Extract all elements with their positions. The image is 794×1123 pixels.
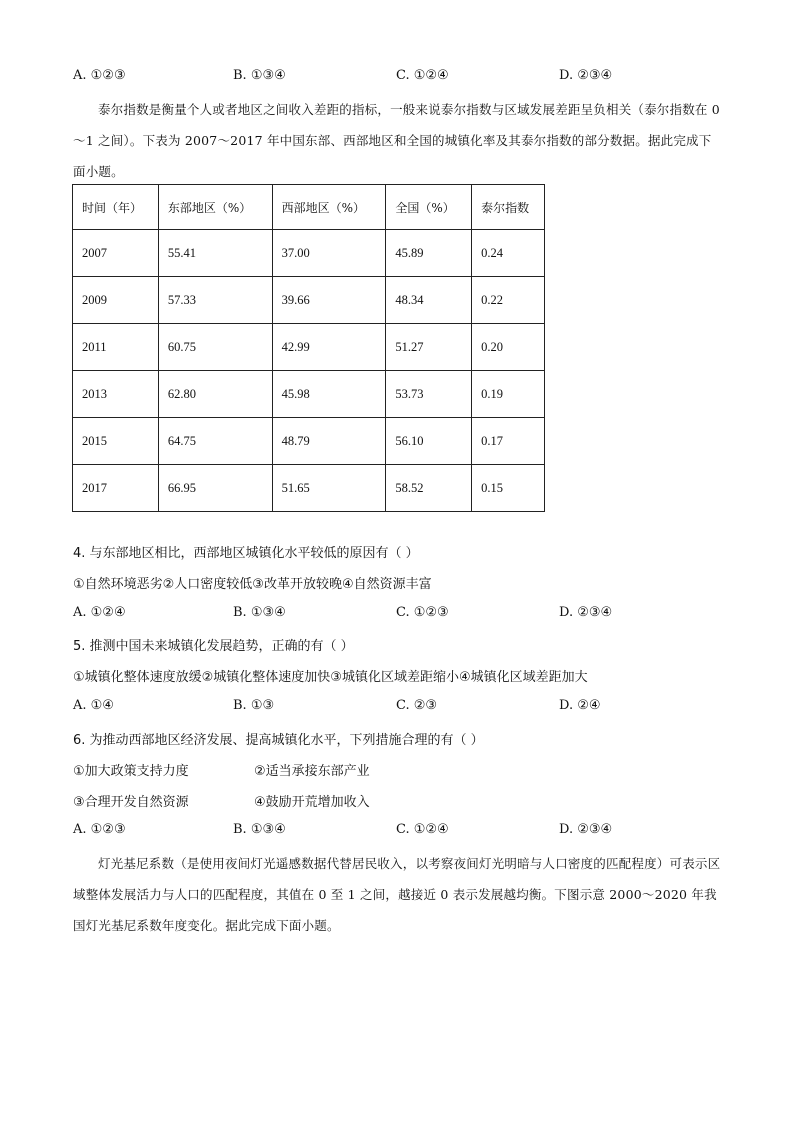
- cell-year: 2015: [73, 418, 159, 465]
- cell-year: 2011: [73, 324, 159, 371]
- cell-east: 64.75: [158, 418, 272, 465]
- option-b: B. ①③④: [233, 68, 286, 83]
- question-4-items: ①自然环境恶劣②人口密度较低③改革开放较晚④自然资源丰富: [73, 577, 432, 592]
- cell-theil: 0.22: [472, 277, 545, 324]
- table-row: [73, 277, 545, 324]
- option-a[interactable]: A. ①②③: [73, 822, 126, 837]
- option-d[interactable]: D. ②③④: [559, 822, 613, 837]
- cell-national: 58.52: [386, 465, 472, 512]
- question-4-stem: 4. 与东部地区相比，西部地区城镇化水平较低的原因有（ ）: [73, 546, 419, 561]
- option-c[interactable]: C. ①②④: [396, 822, 449, 837]
- table-row: [73, 418, 545, 465]
- intro-paragraph-theil: [73, 94, 721, 187]
- cell-theil: 0.24: [472, 230, 545, 277]
- option-a[interactable]: A. ①④: [73, 698, 114, 713]
- table-row: [73, 230, 545, 277]
- cell-east: 55.41: [158, 230, 272, 277]
- cell-west: 37.00: [272, 230, 386, 277]
- header-national: 全国（%）: [386, 185, 472, 230]
- question-6-options: [73, 822, 673, 840]
- options-row-prev: [73, 68, 673, 86]
- cell-east: 57.33: [158, 277, 272, 324]
- cell-year: 2007: [73, 230, 159, 277]
- table-header-row: [73, 185, 545, 230]
- question-6-stem: 6. 为推动西部地区经济发展、提高城镇化水平，下列措施合理的有（ ）: [73, 733, 484, 748]
- cell-theil: 0.19: [472, 371, 545, 418]
- cell-east: 62.80: [158, 371, 272, 418]
- option-b[interactable]: B. ①③④: [233, 822, 286, 837]
- intro-text: 泰尔指数是衡量个人或者地区之间收入差距的指标，一般来说泰尔指数与区域发展差距呈负相关（泰尔指数在 0～1 之间）。下表为 2007～2017 年中国东部、西部地区和全国的城镇化率及其泰尔指数的部分数据。据此完成下面小题。: [73, 102, 720, 179]
- header-east: 东部地区（%）: [158, 185, 272, 230]
- question-6-item-3: ③合理开发自然资源: [73, 795, 189, 810]
- cell-west: 39.66: [272, 277, 386, 324]
- option-d[interactable]: D. ②④: [559, 698, 601, 713]
- cell-east: 60.75: [158, 324, 272, 371]
- cell-west: 42.99: [272, 324, 386, 371]
- intro-text: 灯光基尼系数（是使用夜间灯光遥感数据代替居民收入，以考察夜间灯光明暗与人口密度的匹配程度）可表示区域整体发展活力与人口的匹配程度，其值在 0 至 1 之间，越接近 0 表示发展越均衡。下图示意 2000～2020 年我国灯光基尼系数年度变化。据此完成下面小题。: [73, 856, 721, 933]
- cell-national: 45.89: [386, 230, 472, 277]
- option-a: A. ①②③: [73, 68, 126, 83]
- urbanization-table: [72, 184, 545, 512]
- question-5-stem: 5. 推测中国未来城镇化发展趋势，正确的有（ ）: [73, 639, 354, 654]
- question-5-items: ①城镇化整体速度放缓②城镇化整体速度加快③城镇化区域差距缩小④城镇化区域差距加大: [73, 670, 588, 685]
- cell-year: 2009: [73, 277, 159, 324]
- option-d[interactable]: D. ②③④: [559, 605, 613, 620]
- option-b[interactable]: B. ①③: [233, 698, 275, 713]
- option-b[interactable]: B. ①③④: [233, 605, 286, 620]
- header-theil: 泰尔指数: [472, 185, 545, 230]
- cell-west: 45.98: [272, 371, 386, 418]
- option-d: D. ②③④: [559, 68, 613, 83]
- cell-theil: 0.20: [472, 324, 545, 371]
- cell-year: 2013: [73, 371, 159, 418]
- cell-theil: 0.15: [472, 465, 545, 512]
- cell-west: 48.79: [272, 418, 386, 465]
- header-west: 西部地区（%）: [272, 185, 386, 230]
- option-a[interactable]: A. ①②④: [73, 605, 126, 620]
- option-c[interactable]: C. ①②③: [396, 605, 449, 620]
- cell-national: 51.27: [386, 324, 472, 371]
- question-6-item-2: ②适当承接东部产业: [254, 764, 370, 779]
- question-6-item-4: ④鼓励开荒增加收入: [254, 795, 370, 810]
- cell-theil: 0.17: [472, 418, 545, 465]
- table-row: [73, 465, 545, 512]
- cell-national: 56.10: [386, 418, 472, 465]
- cell-national: 48.34: [386, 277, 472, 324]
- header-year: 时间（年）: [73, 185, 159, 230]
- question-6-item-1: ①加大政策支持力度: [73, 764, 189, 779]
- cell-west: 51.65: [272, 465, 386, 512]
- option-c[interactable]: C. ②③: [396, 698, 438, 713]
- cell-national: 53.73: [386, 371, 472, 418]
- option-c: C. ①②④: [396, 68, 449, 83]
- intro-paragraph-gini: [73, 848, 721, 941]
- cell-east: 66.95: [158, 465, 272, 512]
- question-5-options: [73, 698, 673, 716]
- question-4-options: [73, 605, 673, 623]
- table-row: [73, 371, 545, 418]
- cell-year: 2017: [73, 465, 159, 512]
- table-row: [73, 324, 545, 371]
